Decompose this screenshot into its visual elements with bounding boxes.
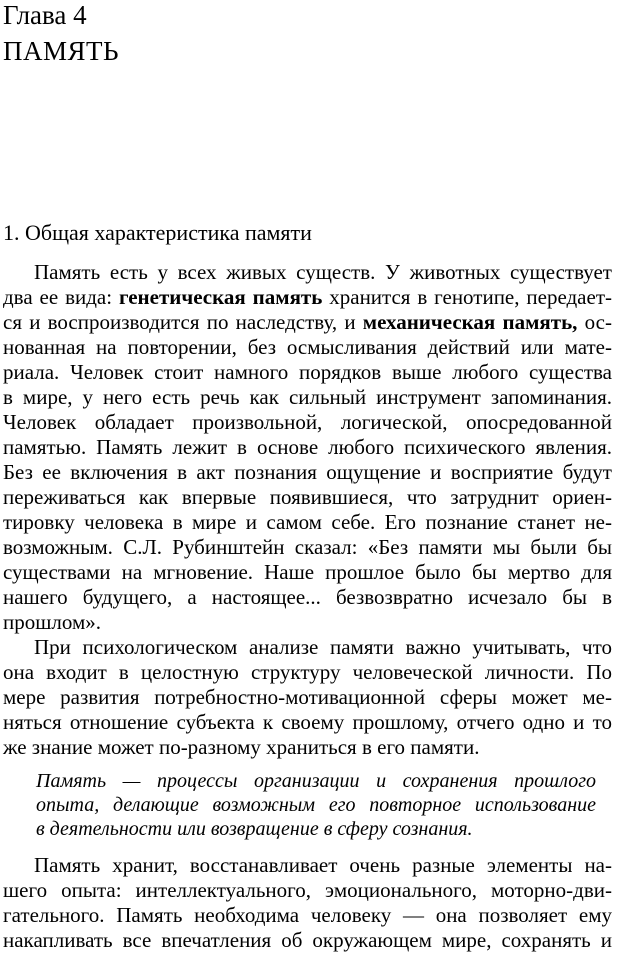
paragraph-line: гательного. Память необходима человеку — она позволяет ему: [3, 903, 612, 927]
definition-line: в деятельности или возвращение в сферу сознания.: [36, 818, 473, 840]
paragraph-line: же знание может по-разному храниться в его памяти.: [3, 735, 480, 759]
chapter-label: Глава 4: [3, 0, 87, 30]
paragraph-line: [3, 285, 612, 310]
paragraph-line: возможным. С.Л. Рубинштейн сказал: «Без памяти мы были бы: [3, 535, 612, 559]
paragraph-line: накапливать все впечатления об окружающем мире, сохранять и: [3, 928, 612, 952]
paragraph-line: мере развития потребностно-мотивационной сферы может ме-: [3, 685, 612, 709]
paragraph-line: нованная на повторении, без осмысливания действий или мате-: [3, 335, 612, 359]
term-genetic-memory: генетическая память: [118, 285, 323, 309]
definition-line: опыта, делающие возможным его повторное использование: [36, 794, 596, 816]
paragraph-line: Память хранит, восстанавливает очень разные элементы на-: [34, 853, 612, 877]
paragraph-line: прошлом».: [3, 610, 102, 634]
paragraph-line: нашего будущего, а настоящее... безвозвратно исчезало бы в: [3, 585, 612, 609]
paragraph-line: Человек обладает произвольной, логической, опосредованной: [3, 410, 612, 434]
paragraph-line: шего опыта: интеллектуального, эмоционального, моторно-дви-: [3, 878, 612, 902]
text-run: ос-: [577, 310, 612, 334]
term-mechanical-memory: механическая память,: [362, 310, 578, 334]
text-run: хранится в генотипе, передает-: [322, 285, 612, 309]
paragraph-line: Без ее включения в акт познания ощущение и восприятие будут: [3, 460, 612, 484]
section-heading: 1. Общая характеристика памяти: [3, 220, 312, 245]
paragraph-line: тировку человека в мире и самом себе. Его познание станет не-: [3, 510, 612, 534]
text-run: ся и воспроизводится по наследству, и: [3, 310, 363, 334]
paragraph-line: Память есть у всех живых существ. У животных существует: [34, 260, 612, 284]
paragraph-line: При психологическом анализе памяти важно учитывать, что: [34, 635, 612, 659]
definition-line: Память — процессы организации и сохранения прошлого: [36, 770, 596, 792]
text-run: два ее вида:: [3, 285, 119, 309]
paragraph-line: [3, 310, 612, 335]
paragraph-line: она входит в целостную структуру человеческой личности. По: [3, 660, 612, 684]
paragraph-line: существами на мгновение. Наше прошлое было бы мертво для: [3, 560, 612, 584]
paragraph-line: няться отношение субъекта к своему прошлому, отчего одно и то: [3, 710, 612, 734]
chapter-title: ПАМЯТЬ: [3, 36, 120, 66]
paragraph-line: в мире, у него есть речь как сильный инструмент запоминания.: [3, 385, 612, 409]
paragraph-line: риала. Человек стоит намного порядков выше любого существа: [3, 360, 612, 384]
paragraph-line: памятью. Память лежит в основе любого психического явления.: [3, 435, 612, 459]
paragraph-line: переживаться как впервые появившиеся, что затруднит ориен-: [3, 485, 612, 509]
